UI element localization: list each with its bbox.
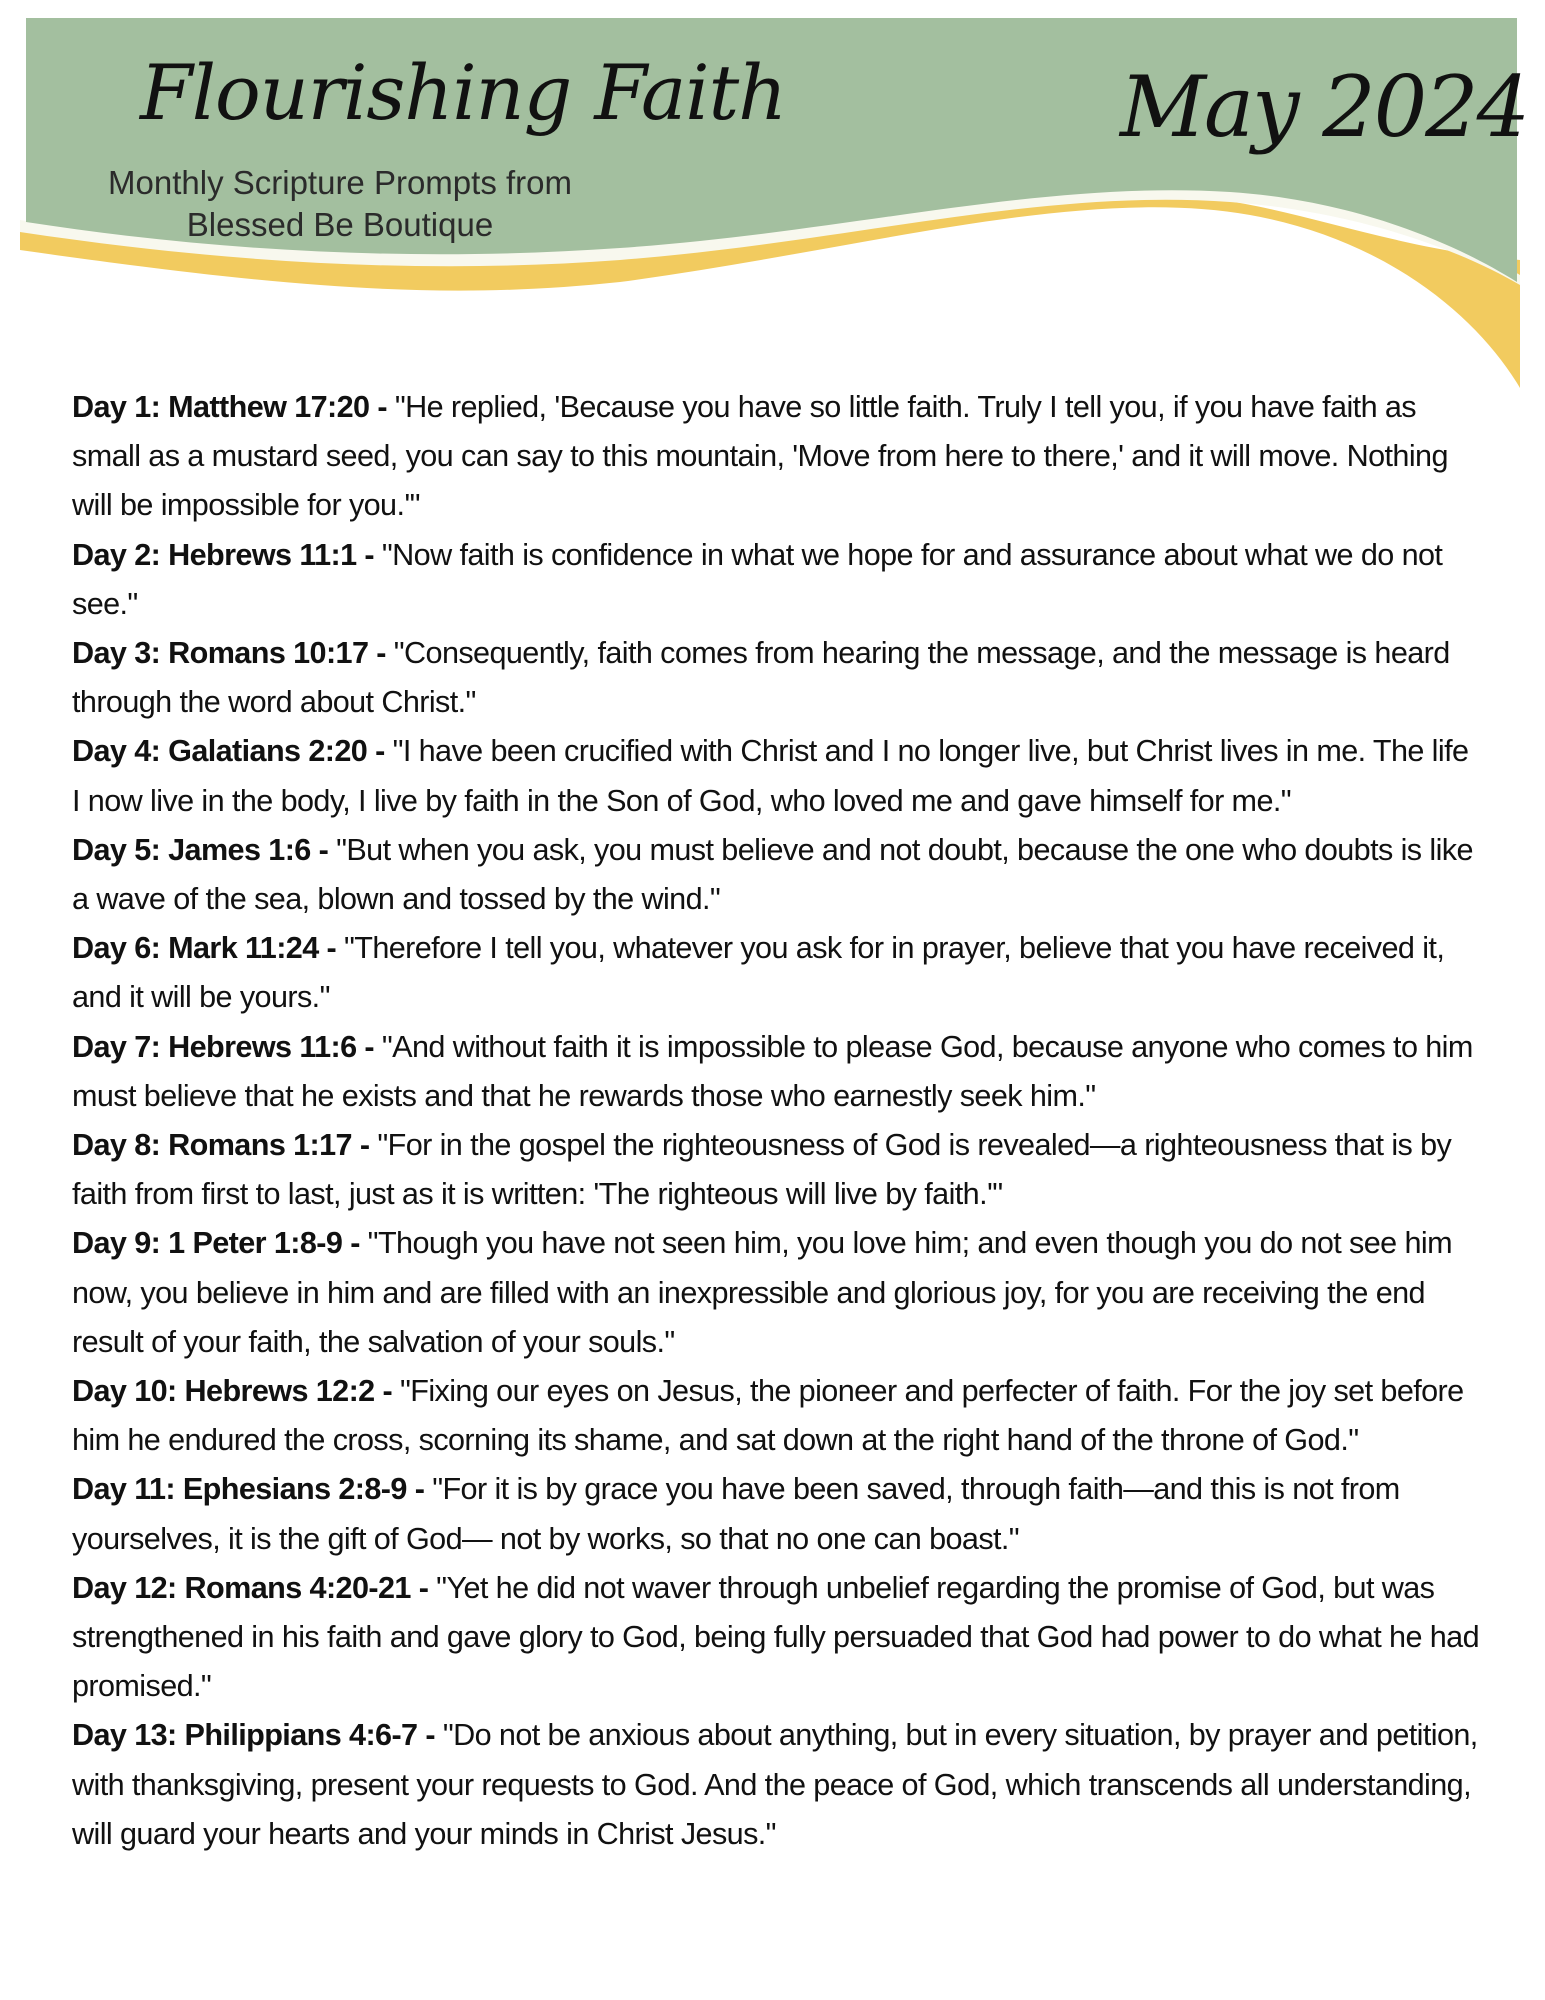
entry-reference: Day 11: Ephesians 2:8-9 -: [72, 1472, 425, 1507]
subtitle-line-2: Blessed Be Boutique: [186, 206, 494, 243]
entry-quote: "And without faith it is impossible to please God, because anyone who comes to him must believe that he exists and that he rewards those who earnestly seek him.": [72, 1029, 1473, 1113]
entry-reference: Day 4: Galatians 2:20 -: [72, 734, 385, 769]
entry-reference: Day 7: Hebrews 11:6 -: [72, 1029, 374, 1064]
entry-reference: Day 3: Romans 10:17 -: [72, 636, 386, 671]
scripture-entry-day-2: [72, 531, 1482, 629]
entry-quote: "He replied, 'Because you have so little faith. Truly I tell you, if you have faith as small as a mustard seed, you can say to this mountain, 'Move from here to there,' and it will move. Nothing will be impossible for you.'": [72, 390, 1448, 523]
subtitle-line-1: Monthly Scripture Prompts from: [108, 164, 572, 201]
entry-quote: "Though you have not seen him, you love him; and even though you do not see him now, you believe in him and are filled with an inexpressible and glorious joy, for you are receiving the end result of your faith, the salvation of your souls.": [72, 1226, 1452, 1359]
scripture-list: [72, 383, 1482, 1859]
scripture-entry-day-4: [72, 727, 1482, 825]
scripture-entry-day-5: [72, 826, 1482, 924]
entry-reference: Day 9: 1 Peter 1:8-9 -: [72, 1226, 360, 1261]
entry-reference: Day 1: Matthew 17:20 -: [72, 390, 387, 424]
entry-quote: "Fixing our eyes on Jesus, the pioneer and perfecter of faith. For the joy set before him he endured the cross, scorning its shame, and sat down at the right hand of the throne of God.": [72, 1374, 1464, 1458]
scripture-entry-day-12: [72, 1564, 1482, 1712]
entry-quote: "Do not be anxious about anything, but in every situation, by prayer and petition, with thanksgiving, present your requests to God. And the peace of God, which transcends all understanding, will guard your hearts and your minds in Christ Jesus.": [72, 1718, 1478, 1851]
entry-reference: Day 13: Philippians 4:6-7 -: [72, 1718, 435, 1753]
scripture-entry-day-1: [72, 383, 1482, 531]
entry-reference: Day 6: Mark 11:24 -: [72, 931, 337, 966]
scripture-entry-day-11: [72, 1465, 1482, 1563]
entry-quote: "But when you ask, you must believe and not doubt, because the one who doubts is like a wave of the sea, blown and tossed by the wind.": [72, 832, 1473, 917]
entry-quote: "For in the gospel the righteousness of God is revealed—a righteousness that is by faith from first to last, just as it is written: 'The righteous will live by faith.'": [72, 1128, 1452, 1212]
entry-reference: Day 8: Romans 1:17 -: [72, 1128, 370, 1163]
scripture-entry-day-6: [72, 924, 1482, 1022]
entry-quote: "I have been crucified with Christ and I no longer live, but Christ lives in me. The life I now live in the body, I live by faith in the Son of God, who loved me and gave himself for me.": [72, 734, 1469, 818]
entry-quote: "Consequently, faith comes from hearing the message, and the message is heard through the word about Christ.": [72, 636, 1450, 720]
entry-reference: Day 12: Romans 4:20-21 -: [72, 1570, 429, 1605]
scripture-entry-day-8: [72, 1121, 1482, 1219]
scripture-entry-day-9: [72, 1219, 1482, 1367]
scripture-entry-day-13: [72, 1711, 1482, 1859]
month-title: May 2024: [1120, 58, 1529, 156]
brand-title: Flourishing Faith: [140, 48, 787, 137]
entry-quote: "Therefore I tell you, whatever you ask for in prayer, believe that you have received it, and it will be yours.": [72, 931, 1445, 1015]
entry-quote: "For it is by grace you have been saved, through faith—and this is not from yourselves, it is the gift of God— not by works, so that no one can boast.": [72, 1472, 1400, 1556]
header-banner: [0, 0, 1545, 400]
brand-subtitle: [80, 162, 600, 246]
scripture-entry-day-3: [72, 629, 1482, 727]
entry-quote: "Yet he did not waver through unbelief regarding the promise of God, but was strengthened in his faith and gave glory to God, being fully persuaded that God had power to do what he had promised.": [72, 1570, 1480, 1704]
entry-reference: Day 5: James 1:6 -: [72, 832, 329, 867]
scripture-entry-day-7: [72, 1023, 1482, 1121]
entry-reference: Day 10: Hebrews 12:2 -: [72, 1374, 393, 1409]
entry-quote: "Now faith is confidence in what we hope for and assurance about what we do not see.": [72, 537, 1443, 621]
scripture-entry-day-10: [72, 1367, 1482, 1465]
entry-reference: Day 2: Hebrews 11:1 -: [72, 537, 374, 572]
